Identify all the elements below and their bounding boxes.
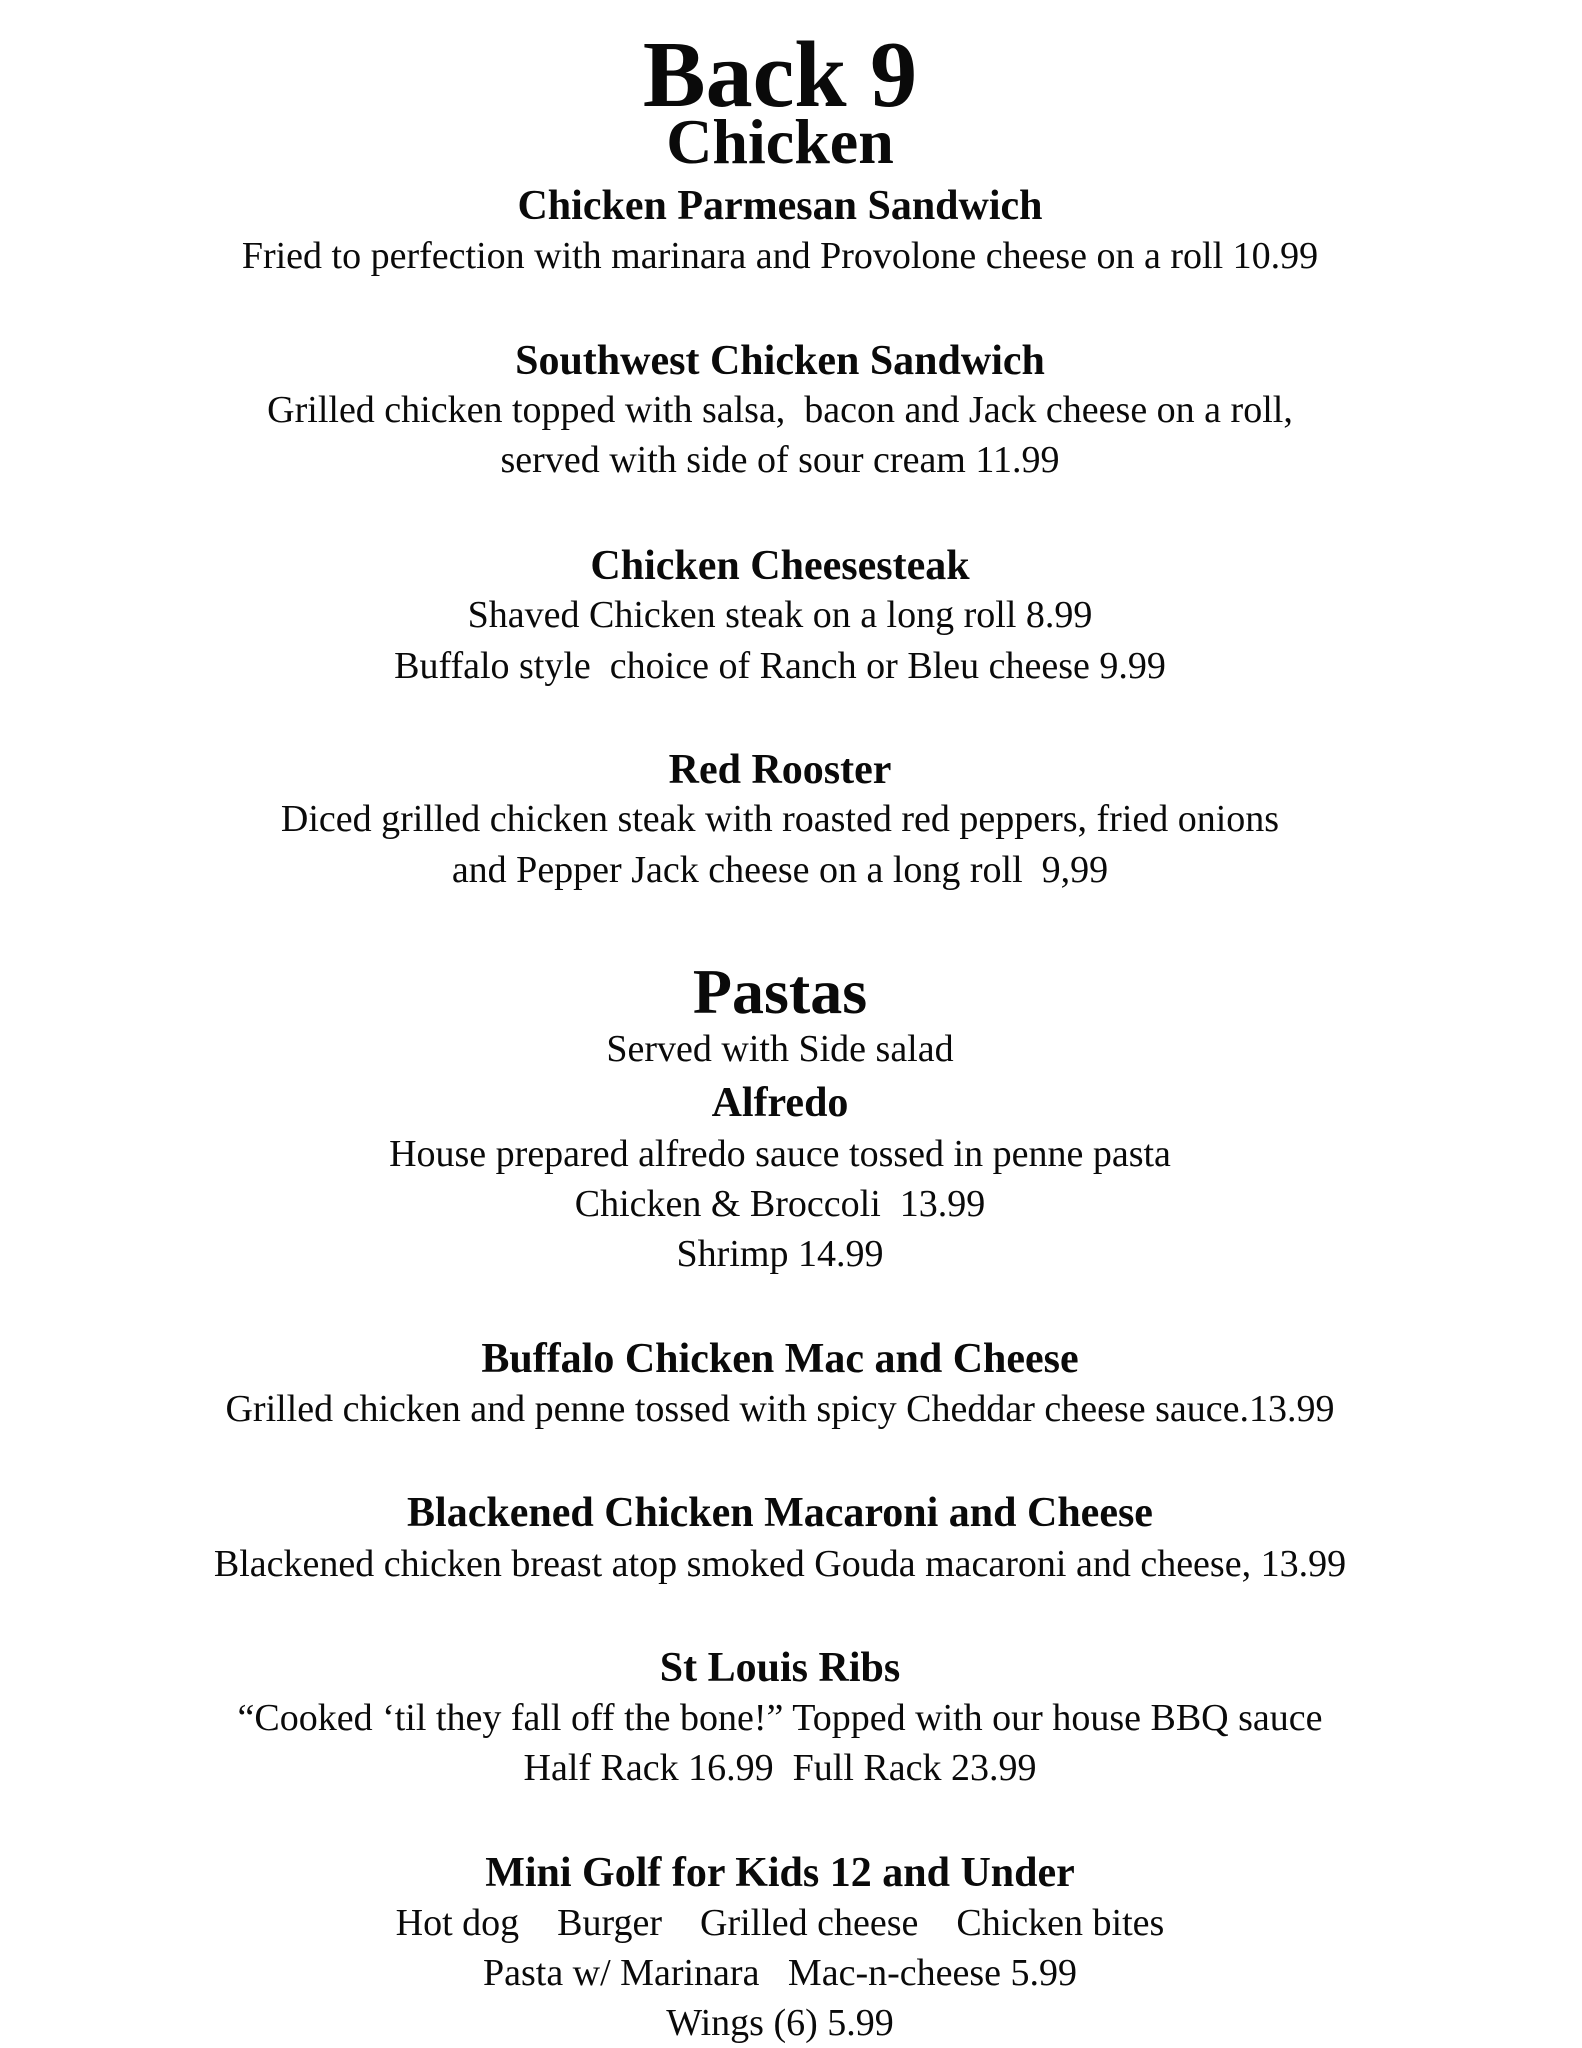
menu-item-description: Shrimp 14.99	[676, 1233, 884, 1275]
menu-item-description: Half Rack 16.99 Full Rack 23.99	[523, 1747, 1037, 1789]
menu-item-name: Chicken Parmesan Sandwich	[517, 183, 1043, 229]
menu-item-description: House prepared alfredo sauce tossed in penne pasta	[389, 1133, 1171, 1175]
menu-item-description: Wings (6) 5.99	[666, 2002, 894, 2044]
menu-item-description: “Cooked ‘til they fall off the bone!” Topped with our house BBQ sauce	[237, 1697, 1323, 1739]
menu-item-description: Grilled chicken topped with salsa, bacon and Jack cheese on a roll,	[267, 389, 1293, 431]
section-heading-chicken: Chicken	[666, 106, 894, 177]
menu-item-description: and Pepper Jack cheese on a long roll 9,99	[451, 849, 1109, 891]
menu-item-name: Blackened Chicken Macaroni and Cheese	[407, 1490, 1153, 1536]
menu-item-description: Chicken & Broccoli 13.99	[574, 1183, 986, 1225]
menu-item-description: Diced grilled chicken steak with roasted red peppers, fried onions	[280, 798, 1280, 840]
menu-item-name: Southwest Chicken Sandwich	[515, 338, 1045, 384]
menu-item-description: Hot dog Burger Grilled cheese Chicken bites	[395, 1902, 1165, 1944]
restaurant-title: Back 9	[642, 23, 918, 127]
menu-item-name: Red Rooster	[668, 747, 892, 793]
menu-item-description: Fried to perfection with marinara and Provolone cheese on a roll 10.99	[241, 235, 1319, 277]
section-heading-pastas: Pastas	[692, 956, 868, 1027]
menu-item-name: Alfredo	[711, 1080, 849, 1126]
menu-item-name: Buffalo Chicken Mac and Cheese	[481, 1336, 1079, 1382]
menu-item-description: Buffalo style choice of Ranch or Bleu cheese 9.99	[394, 645, 1166, 687]
menu-item-description: Blackened chicken breast atop smoked Gouda macaroni and cheese, 13.99	[213, 1543, 1347, 1585]
menu-item-name: St Louis Ribs	[659, 1645, 901, 1691]
menu-item-description: Grilled chicken and penne tossed with spicy Cheddar cheese sauce.13.99	[225, 1388, 1335, 1430]
menu-item-description: Shaved Chicken steak on a long roll 8.99	[467, 594, 1093, 636]
menu-item-description: Pasta w/ Marinara Mac-n-cheese 5.99	[482, 1952, 1078, 1994]
menu-item-description: served with side of sour cream 11.99	[500, 439, 1060, 481]
menu-item-name: Mini Golf for Kids 12 and Under	[485, 1850, 1075, 1896]
section-note: Served with Side salad	[606, 1028, 954, 1070]
menu-item-name: Chicken Cheesesteak	[590, 543, 970, 589]
